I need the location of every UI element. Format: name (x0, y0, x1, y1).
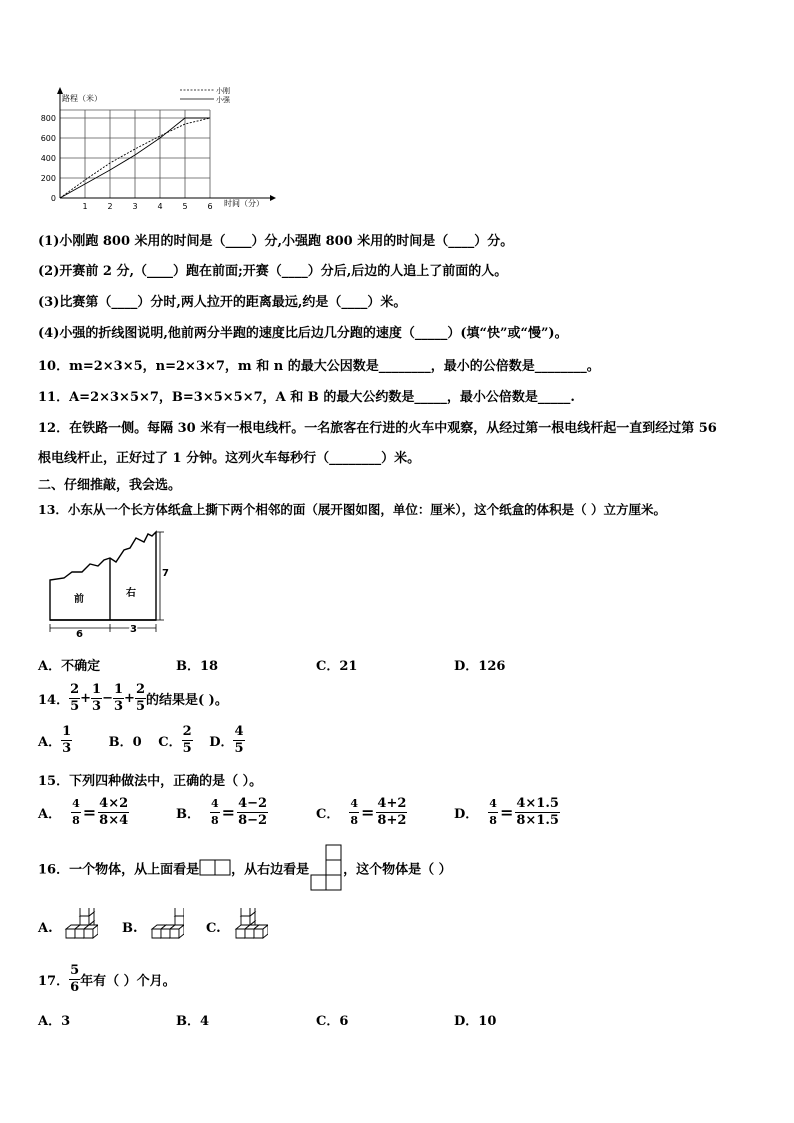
x-axis-label: 时间（分） (224, 199, 264, 208)
q13-option-c: C．21 (316, 659, 358, 674)
y-tick-label: 0 (50, 194, 56, 203)
x-tick-label: 3 (132, 202, 138, 211)
x-tick-label: 4 (157, 202, 163, 211)
q14-option-b: B．0 (108, 735, 142, 750)
q15-option-d: D． $\frac{4}{8}$ = $\frac{4\times 1.5}{8\times 1.5}$ (454, 796, 559, 828)
net-dim-6: 6 (76, 629, 83, 640)
section-2-heading: 二、仔细推敲，我会选。 (38, 478, 182, 493)
q17-fraction: $\frac{5}{6}$ (70, 963, 80, 995)
unit-cube (254, 925, 268, 938)
top-view-figure (199, 852, 231, 884)
q17-prefix: 17． (38, 974, 70, 989)
q16-text-b: ，从右边看是 (231, 862, 310, 878)
q16-text-c: ，这个物体是（ ） (343, 862, 452, 878)
q17-option-c: C．6 (316, 1014, 349, 1029)
q14-term-1: $\frac{2}{5}$ (70, 682, 80, 714)
unit-cube (175, 908, 184, 916)
q14-option-a-label: A． (38, 735, 62, 750)
q14-option-d-frac: $\frac{4}{5}$ (234, 724, 244, 756)
unit-cube (170, 925, 184, 938)
q14-option-c-label: C． (158, 735, 182, 750)
question-13: 13．小东从一个长方体纸盒上撕下两个相邻的面（展开图如图，单位：厘米），这个纸盒的体积是（ ）立方厘米。 (38, 502, 666, 517)
q14-prefix: 14． (38, 693, 70, 708)
x-tick-label: 6 (207, 202, 213, 211)
x-tick-label: 2 (107, 202, 113, 211)
question-12-line2: 根电线杆止，正好过了 1 分钟。这列火车每秒行（________）米。 (38, 451, 421, 466)
q15-option-a: A． $\frac{4}{8}$ = $\frac{4\times 2}{8\times 4}$ (38, 796, 129, 828)
y-tick-label: 600 (40, 134, 56, 143)
distance-time-graph (30, 82, 280, 212)
net-right-label: 右 (126, 588, 136, 599)
q16-option-b-label: B. (122, 921, 138, 936)
box-net-figure (40, 528, 175, 640)
q14-op-2: − (102, 691, 113, 706)
net-front-label: 前 (74, 594, 84, 605)
q13-option-a: A．不确定 (38, 659, 101, 674)
q14-op-3: + (124, 691, 135, 706)
x-tick-label: 5 (182, 202, 188, 211)
q17-option-d: D．10 (454, 1014, 497, 1029)
y-axis-label: 路程（米） (62, 94, 102, 103)
q14-op-1: + (80, 691, 92, 706)
right-view-figure (309, 844, 343, 892)
q9-part3: (3)比赛第（____）分时,两人拉开的距离最远,约是（____）米。 (38, 295, 407, 310)
cube-figure-a-icon (58, 908, 98, 948)
question-14 (38, 682, 228, 715)
net-dim-3: 3 (130, 624, 137, 635)
legend-xiaoqiang: 小强 (216, 96, 230, 104)
q15-options (38, 796, 638, 836)
q15-option-b: B． $\frac{4}{8}$ = $\frac{4-2}{8-2}$ (176, 796, 268, 828)
q16-text-a: 16．一个物体，从上面看是 (38, 862, 200, 878)
question-17 (38, 963, 176, 996)
q13-option-b: B．18 (176, 659, 219, 674)
x-tick-label: 1 (82, 202, 88, 211)
net-dim-7: 7 (162, 568, 169, 579)
question-15: 15．下列四种做法中，正确的是（ ）。 (38, 774, 263, 789)
cube-figure-c-icon (228, 908, 268, 948)
q14-term-2: $\frac{1}{3}$ (92, 682, 102, 714)
question-11: 11．A=2×3×5×7，B=3×5×5×7，A 和 B 的最大公约数是_____，最小公倍数是_____. (38, 390, 575, 405)
q17-option-a: A．3 (38, 1014, 71, 1029)
q14-suffix: 的结果是( )。 (146, 693, 228, 708)
y-tick-label: 200 (40, 174, 56, 183)
question-16 (38, 844, 452, 892)
q14-term-4: $\frac{2}{5}$ (135, 682, 145, 714)
y-tick-label: 400 (40, 154, 56, 163)
unit-cube (84, 925, 98, 938)
question-10: 10．m=2×3×5，n=2×3×7，m 和 n 的最大公因数是________，最小的公倍数是________。 (38, 359, 600, 374)
legend-xiaogang: 小刚 (216, 87, 230, 95)
q16-option-c-label: C. (206, 921, 221, 936)
q9-part4: (4)小强的折线图说明,他前两分半跑的速度比后边几分跑的速度（_____）(填“快”或“慢”)。 (38, 326, 568, 341)
y-tick-label: 800 (40, 114, 56, 123)
q14-options (38, 724, 245, 757)
q17-option-b: B．4 (176, 1014, 210, 1029)
q14-option-d-label: D． (209, 735, 234, 750)
q9-part2: (2)开赛前 2 分,（____）跑在前面;开赛（____）分后,后边的人追上了前面的人。 (38, 264, 508, 279)
q14-option-c-frac: $\frac{2}{5}$ (182, 724, 192, 756)
q17-suffix: 年有（ ）个月。 (80, 974, 176, 989)
q15-option-c: C． $\frac{4}{8}$ = $\frac{4+2}{8+2}$ (316, 796, 407, 828)
cube-figure-b-icon (144, 908, 184, 948)
q14-term-3: $\frac{1}{3}$ (114, 682, 124, 714)
q9-part1: (1)小刚跑 800 米用的时间是（____）分,小强跑 800 米用的时间是（____）分。 (38, 234, 514, 249)
q14-option-a-frac: $\frac{1}{3}$ (62, 724, 72, 756)
q16-option-a-label: A. (38, 921, 53, 936)
question-12-line1: 12．在铁路一侧。每隔 30 米有一根电线杆。一名旅客在行进的火车中观察，从经过第一根电线杆起一直到经过第 56 (38, 421, 717, 436)
q13-option-d: D．126 (454, 659, 506, 674)
